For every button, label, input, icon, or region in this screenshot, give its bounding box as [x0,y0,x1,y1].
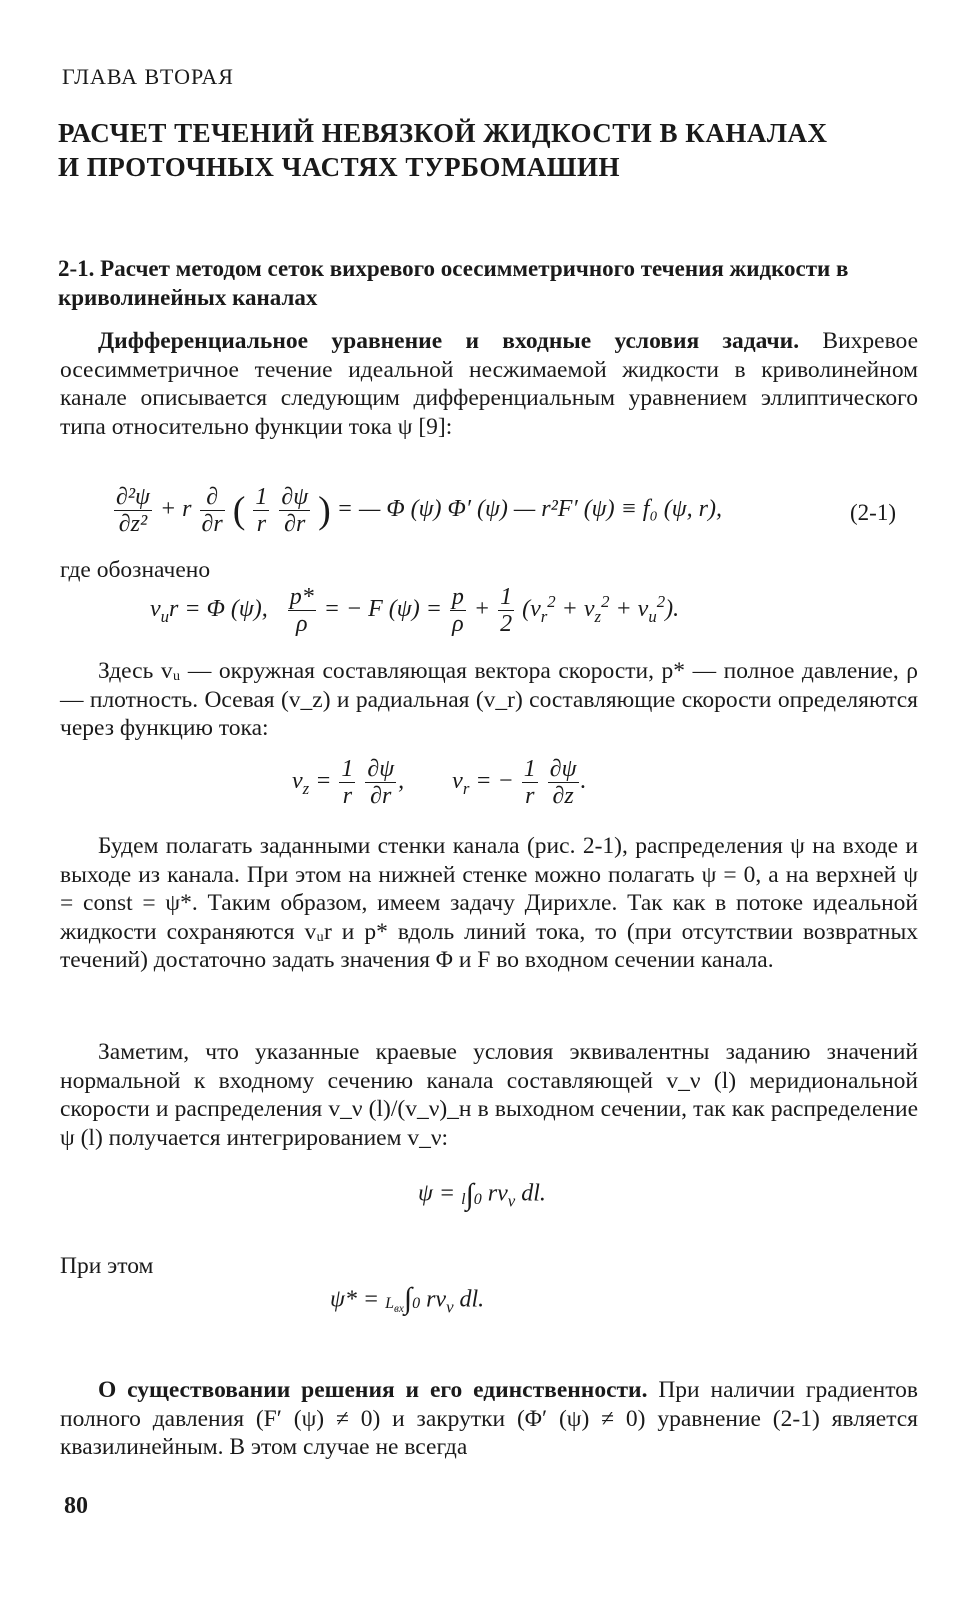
paragraph-1-heading: Дифференциальное уравнение и входные условия задачи. [98,328,800,354]
section-heading: 2-1. Расчет методом сеток вихревого осесимметричного течения жидкости в криволинейных каналах [58,256,849,310]
chapter-title-line-1: РАСЧЕТ ТЕЧЕНИЙ НЕВЯЗКОЙ ЖИДКОСТИ В КАНАЛАХ [58,118,828,148]
equation-number: (2-1) [850,500,896,525]
equation-2-1: $\frac{\text{∂²ψ}}{\text{∂z²}}$ + r $\frac{\partial}{\partial r}$ ( $\frac{1}{r}$ $\frac{\partial\psi}{\partial r}$ ) = — Φ (ψ) Φ′ (ψ) — r²F′ (ψ) ≡ f₀ (ψ, r), [116,484,723,537]
paragraph-1 [60,327,918,441]
where-text: где обозначено [60,557,211,583]
paragraph-3 [60,832,918,975]
paragraph-4-text: Заметим, что указанные краевые условия эквивалентны заданию значений нормальной к входному сечению канала составляющей v_ν (l) меридиональной скорости и распределения v_ν (l)/(v_ν)_н в выходном сечении, так как распределение ψ (l) получается интегрированием v_ν: [60,1039,918,1151]
chapter-title [58,116,828,184]
paragraph-5-heading: О существовании решения и его единственности. [98,1377,648,1403]
paragraph-1-text: Вихревое осесимметричное течение идеальной несжимаемой жидкости в криволинейном канале описывается следующим дифференциальным уравнением эллиптического типа относительно функции тока ψ [9]: [60,328,918,440]
integral-psi-star: $\psi* = L_{вх}\int 0$ $rv_\nu$ dl. [330,1282,485,1317]
paragraph-2-text: Здесь vᵤ — окружная составляющая вектора скорости, p* — полное давление, ρ — плотность. Осевая (v_z) и радиальная (v_r) составляющие скорости определяются через функцию тока: [60,658,918,742]
velocity-equation: $v_z$ = $\frac{1}{r}$ $\frac{\partial\psi}{\partial r}$ , $v_r$ = − $\frac{1}{r}$ $\frac{\partial\psi}{\partial z}$ . [292,756,587,809]
equation-2-1-rhs: = — Φ (ψ) Φ′ (ψ) — r²F′ (ψ) ≡ f₀ (ψ, r), [336,496,723,523]
page-number: 80 [64,1493,88,1519]
paragraph-4 [60,1038,918,1152]
paragraph-5-text: При наличии градиентов полного давления (F′ (ψ) ≠ 0) и закрутки (Φ′ (ψ) ≠ 0) уравнение (2-1) является квазилинейным. В этом случае не всегда [60,1377,918,1461]
paragraph-2 [60,657,918,743]
integral-psi: ψ = l∫0 $rv_\nu$ dl. [418,1178,546,1211]
pri-etom-text: При этом [60,1253,154,1279]
chapter-title-line-2: И ПРОТОЧНЫХ ЧАСТЯХ ТУРБОМАШИН [58,152,620,182]
chapter-label: ГЛАВА ВТОРАЯ [62,64,234,89]
definitions-equation: $v_ur = \Phi$ (ψ), $\frac{p*}{\rho}$ = − F (ψ) = $\frac{p}{\rho}$ + $\frac{1}{2}$ $(v_r^2 + v_z^2 + v_u^2)$. [150,584,680,637]
paragraph-5 [60,1376,918,1462]
paragraph-3-text: Будем полагать заданными стенки канала (рис. 2-1), распределения ψ на входе и выходе из канала. При этом на нижней стенке можно полагать ψ = 0, а на верхней ψ = const = ψ*. Таким образом, имеем задачу Дирихле. Так как в потоке идеальной жидкости сохраняются vᵤr и p* вдоль линий тока, то (при отсутствии возвратных течений) достаточно задать значения Φ и F во входном сечении канала. [60,833,918,974]
